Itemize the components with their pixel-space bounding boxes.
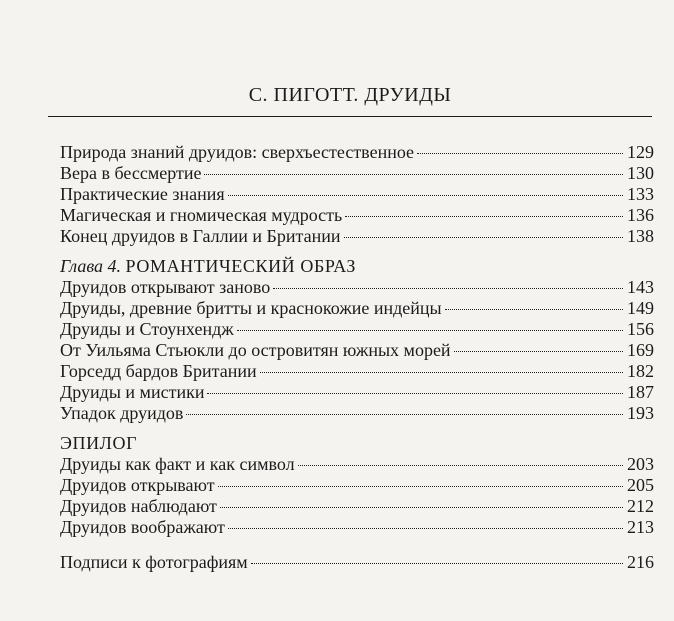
toc-entry [60, 163, 654, 184]
entry-page: 193 [627, 403, 654, 423]
toc-entry [60, 496, 654, 517]
epilogue-heading [60, 433, 654, 454]
toc-entry [60, 517, 654, 538]
toc-entry [60, 226, 654, 247]
entry-title: Практические знания [60, 184, 225, 204]
entry-title: Друиды как факт и как символ [60, 454, 295, 474]
dot-leader [417, 153, 623, 154]
toc-entry [60, 184, 654, 205]
dot-leader [207, 393, 623, 394]
toc-entry [60, 277, 654, 298]
entry-page: 130 [627, 163, 654, 183]
dot-leader [218, 486, 623, 487]
entry-page: 156 [627, 319, 654, 339]
dot-leader [228, 195, 623, 196]
toc-section-1 [60, 142, 654, 247]
table-of-contents [60, 142, 654, 573]
entry-page: 169 [627, 340, 654, 360]
entry-page: 203 [627, 454, 654, 474]
entry-page: 136 [627, 205, 654, 225]
entry-page: 182 [627, 361, 654, 381]
entry-page: 205 [627, 475, 654, 495]
toc-epilogue [60, 454, 654, 538]
entry-page: 133 [627, 184, 654, 204]
entry-page: 213 [627, 517, 654, 537]
toc-entry [60, 475, 654, 496]
dot-leader [454, 351, 623, 352]
toc-entry-captions [60, 552, 654, 573]
toc-entry [60, 403, 654, 424]
dot-leader [251, 563, 623, 564]
entry-title: Друиды, древние бритты и краснокожие индейцы [60, 298, 442, 318]
entry-title: Друиды и мистики [60, 382, 205, 402]
entry-page: 149 [627, 298, 654, 318]
dot-leader [260, 372, 623, 373]
toc-entry [60, 361, 654, 382]
entry-title: Друидов открывают заново [60, 277, 271, 297]
toc-chapter-4 [60, 277, 654, 424]
entry-page: 138 [627, 226, 654, 246]
toc-entry [60, 340, 654, 361]
toc-entry [60, 205, 654, 226]
spacer [60, 538, 654, 552]
entry-title: Друидов воображают [60, 517, 225, 537]
toc-entry [60, 298, 654, 319]
dot-leader [345, 216, 623, 217]
entry-title: Магическая и гномическая мудрость [60, 205, 343, 225]
dot-leader [273, 288, 623, 289]
entry-page: 143 [627, 277, 654, 297]
toc-entry [60, 319, 654, 340]
entry-title: Вера в бессмертие [60, 163, 202, 183]
toc-entry [60, 382, 654, 403]
dot-leader [220, 507, 623, 508]
entry-title: Горседд бардов Британии [60, 361, 257, 381]
dot-leader [298, 465, 623, 466]
entry-title: Упадок друидов [60, 403, 184, 423]
dot-leader [237, 330, 623, 331]
entry-page: 187 [627, 382, 654, 402]
epilogue-title: ЭПИЛОГ [60, 433, 138, 453]
entry-page: 212 [627, 496, 654, 516]
dot-leader [344, 237, 624, 238]
toc-entry [60, 454, 654, 475]
header-rule [48, 116, 652, 117]
running-header: С. ПИГОТТ. ДРУИДЫ [248, 84, 452, 106]
entry-title: Природа знаний друидов: сверхъестественное [60, 142, 415, 162]
entry-page: 216 [627, 552, 654, 572]
entry-title: Подписи к фотографиям [60, 552, 248, 572]
dot-leader [228, 528, 623, 529]
dot-leader [204, 174, 623, 175]
chapter-heading [60, 256, 654, 277]
dot-leader [445, 309, 623, 310]
chapter-title: РОМАНТИЧЕСКИЙ ОБРАЗ [125, 256, 356, 276]
entry-title: От Уильяма Стьюкли до островитян южных морей [60, 340, 451, 360]
entry-title: Конец друидов в Галлии и Британии [60, 226, 341, 246]
dot-leader [186, 414, 623, 415]
entry-title: Друидов открывают [60, 475, 215, 495]
chapter-label: Глава 4. [60, 256, 122, 276]
entry-title: Друиды и Стоунхендж [60, 319, 234, 339]
toc-entry [60, 142, 654, 163]
entry-page: 129 [627, 142, 654, 162]
entry-title: Друидов наблюдают [60, 496, 217, 516]
